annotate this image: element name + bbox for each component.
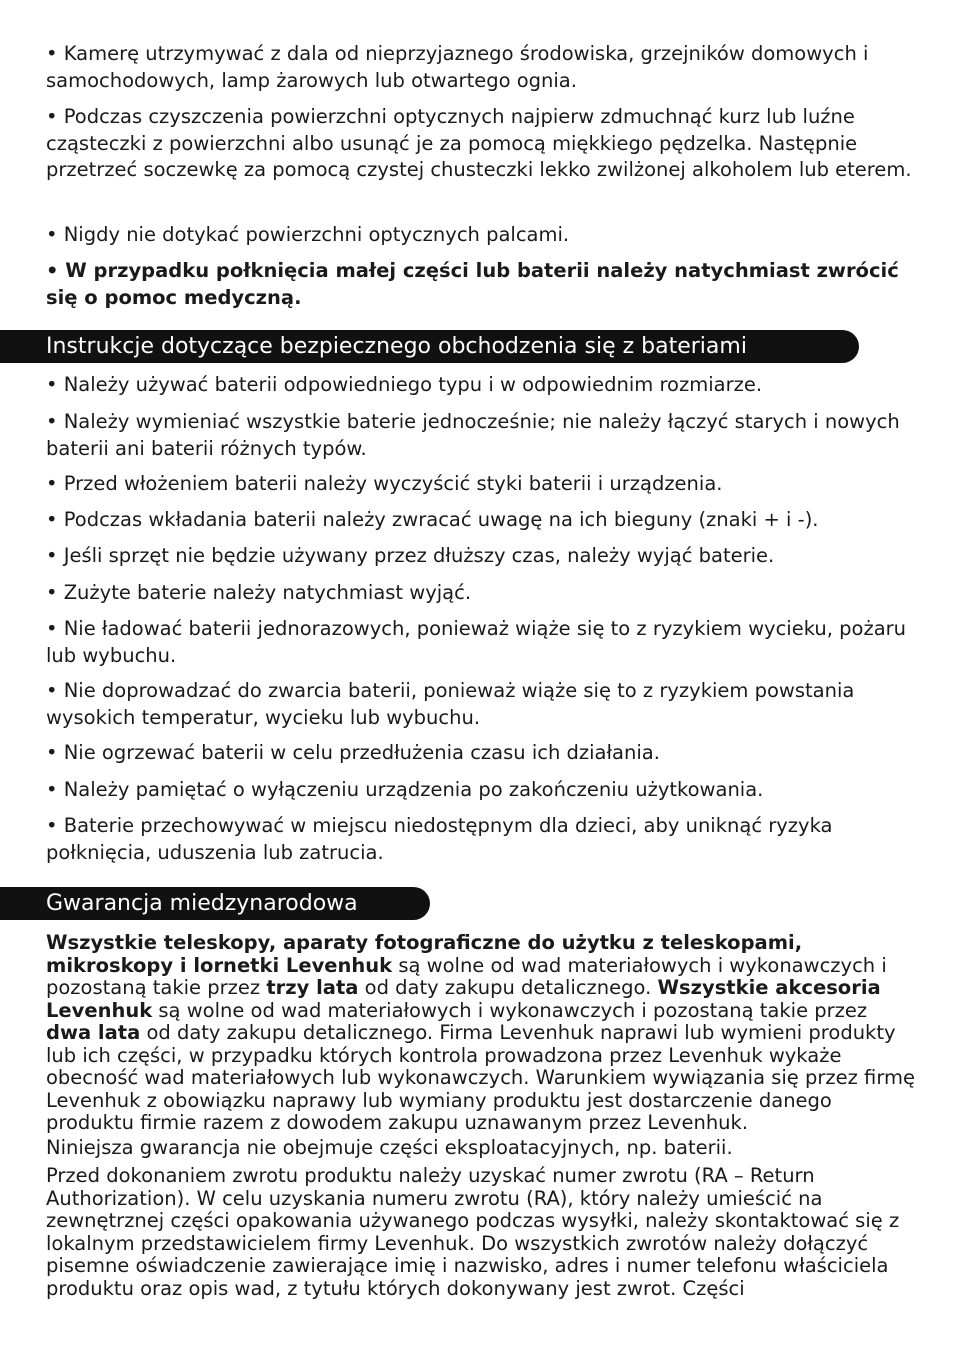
battery-item: • Zużyte baterie należy natychmiast wyjąć. — [46, 581, 472, 604]
battery-item: • Nie ładować baterii jednorazowych, ponieważ wiąże się to z ryzykiem wycieku, pożaru lub wybuchu. — [46, 617, 907, 667]
warranty-section-heading: Gwarancja miedzynarodowa — [0, 887, 430, 920]
warranty-bold-two-years: dwa lata — [46, 1021, 141, 1044]
intro-item-swallow-warning: • W przypadku połknięcia małej części lub baterii należy natychmiast zwrócić się o pomoc medyczną. — [46, 259, 899, 309]
warranty-paragraph-coverage — [46, 932, 918, 1135]
battery-item: • Podczas wkładania baterii należy zwracać uwagę na ich bieguny (znaki + i -). — [46, 508, 819, 531]
battery-item: • Nie ogrzewać baterii w celu przedłużenia czasu ich działania. — [46, 741, 660, 764]
battery-item: • Należy używać baterii odpowiedniego typu i w odpowiednim rozmiarze. — [46, 373, 763, 396]
battery-item: • Nie doprowadzać do zwarcia baterii, ponieważ wiąże się to z ryzykiem powstania wysokich temperatur, wycieku lub wybuchu. — [46, 679, 855, 729]
battery-item: • Należy wymieniać wszystkie baterie jednocześnie; nie należy łączyć starych i nowych baterii ani baterii różnych typów. — [46, 410, 900, 460]
warranty-bold-three-years: trzy lata — [266, 976, 359, 999]
warranty-paragraph-returns: Przed dokonaniem zwrotu produktu należy uzyskać numer zwrotu (RA – Return Authorization). W celu uzyskania numeru zwrotu (RA), który należy umieścić na zewnętrznej części opakowania używanego podczas wysyłki, należy skontaktować się z lokalnym przedstawicielem firmy Levenhuk. Do wszystkich zwrotów należy dołączyć pisemne oświadczenie zawierające imię i nazwisko, adres i numer telefonu właściciela produktu oraz opis wad, z tytułu których dokonywany jest zwrot. Części — [46, 1164, 900, 1300]
battery-item: • Baterie przechowywać w miejscu niedostępnym dla dzieci, aby uniknąć ryzyka połknięcia, uduszenia lub zatrucia. — [46, 814, 833, 864]
battery-item: • Jeśli sprzęt nie będzie używany przez dłuższy czas, należy wyjąć baterie. — [46, 544, 775, 567]
intro-item-touch: • Nigdy nie dotykać powierzchni optycznych palcami. — [46, 223, 570, 246]
warranty-text: są wolne od wad materiałowych i wykonawczych i pozostaną takie przez — [46, 953, 887, 999]
warranty-text: od daty zakupu detalicznego. Firma Levenhuk naprawi lub wymieni produkty lub ich części, w przypadku których kontrola prowadzona przez Levenhuk wykaże obecność wad materiałowych lub wykonawczych. Warunkiem wywiązania się przez firmę Levenhuk z obowiązku naprawy lub wymiany produktu jest dostarczenie danego produktu firmie razem z dowodem zakupu uznawanym przez Levenhuk. — [46, 1021, 915, 1134]
battery-item: • Należy pamiętać o wyłączeniu urządzenia po zakończeniu użytkowania. — [46, 778, 764, 801]
warranty-bold-accessories: Wszystkie akcesoria Levenhuk — [46, 976, 881, 1022]
battery-section-heading: Instrukcje dotyczące bezpiecznego obchodzenia się z bateriami — [0, 330, 859, 363]
warranty-text: od daty zakupu detalicznego. — [358, 976, 658, 999]
warranty-paragraph-exclusions: Niniejsza gwarancja nie obejmuje części eksploatacyjnych, np. baterii. — [46, 1136, 733, 1159]
warranty-text: są wolne od wad materiałowych i wykonawczych i pozostaną takie przez — [152, 998, 868, 1022]
warranty-bold-products: Wszystkie teleskopy, aparaty fotograficzne do użytku z teleskopami, mikroskopy i lornetki Levenhuk — [46, 931, 803, 977]
intro-item-heat: • Kamerę utrzymywać z dala od nieprzyjaznego środowiska, grzejników domowych i samochodowych, lamp żarowych lub otwartego ognia. — [46, 42, 869, 92]
intro-item-cleaning: • Podczas czyszczenia powierzchni optycznych najpierw zdmuchnąć kurz lub luźne cząsteczki z powierzchni albo usunąć je za pomocą miękkiego pędzelka. Następnie przetrzeć soczewkę za pomocą czystej chusteczki lekko zwilżonej alkoholem lub eterem. — [46, 105, 912, 181]
battery-item: • Przed włożeniem baterii należy wyczyścić styki baterii i urządzenia. — [46, 472, 723, 495]
